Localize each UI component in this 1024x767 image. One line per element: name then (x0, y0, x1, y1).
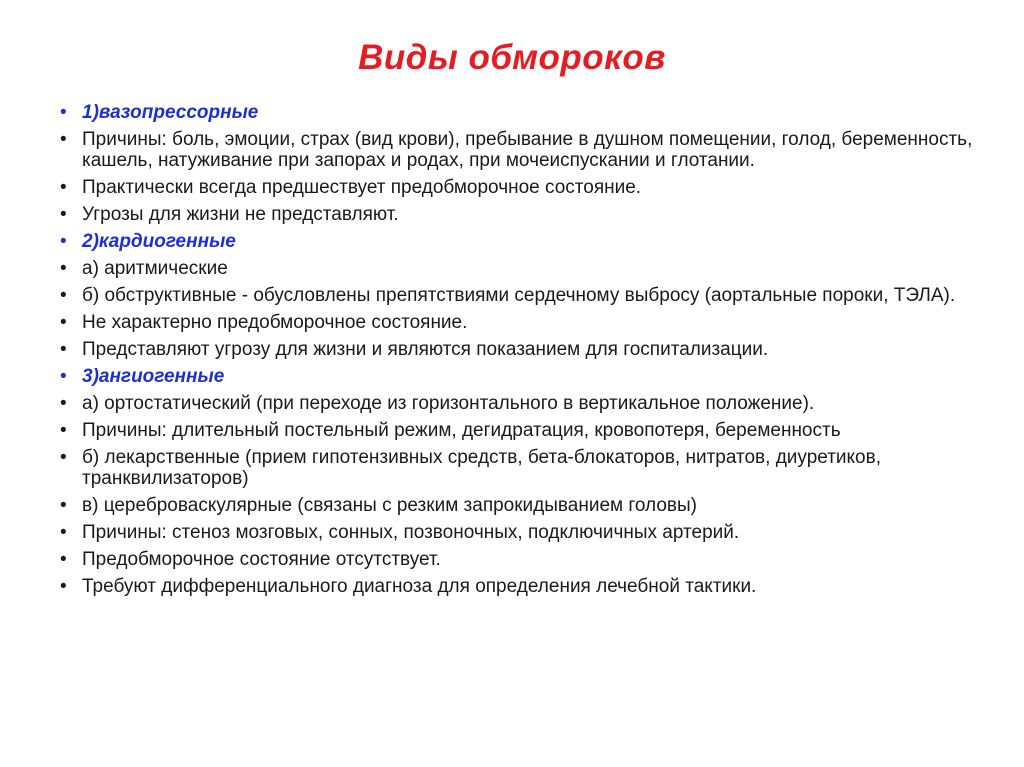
bullet-icon: • (60, 393, 67, 414)
section-heading: 3)ангиогенные (82, 366, 225, 387)
list-item (60, 129, 980, 171)
bullet-icon: • (60, 339, 67, 360)
list-item-text: Не характерно предобморочное состояние. (82, 312, 468, 333)
bullet-icon: • (60, 258, 67, 279)
list-item-text: Угрозы для жизни не представляют. (82, 204, 399, 225)
list-item-text: а) аритмические (82, 258, 228, 279)
list-item (60, 258, 980, 279)
list-item (60, 339, 980, 360)
list-item-text: Причины: стеноз мозговых, сонных, позвоночных, подключичных артерий. (82, 522, 740, 543)
bullet-list (60, 102, 980, 603)
list-item (60, 231, 980, 252)
bullet-icon: • (60, 495, 67, 516)
list-item (60, 576, 980, 597)
list-item (60, 285, 980, 306)
bullet-icon: • (60, 204, 67, 225)
list-item (60, 447, 980, 489)
list-item (60, 102, 980, 123)
list-item-text: Требуют дифференциального диагноза для определения лечебной тактики. (82, 576, 757, 597)
bullet-icon: • (60, 366, 67, 387)
list-item (60, 522, 980, 543)
bullet-icon: • (60, 129, 67, 150)
list-item-text: Предобморочное состояние отсутствует. (82, 549, 441, 570)
list-item-text: Причины: длительный постельный режим, дегидратация, кровопотеря, беременность (82, 420, 841, 441)
list-item (60, 549, 980, 570)
section-heading: 2)кардиогенные (82, 231, 236, 252)
bullet-icon: • (60, 549, 67, 570)
bullet-icon: • (60, 420, 67, 441)
list-item-text: Практически всегда предшествует предобморочное состояние. (82, 177, 642, 198)
list-item (60, 177, 980, 198)
list-item (60, 366, 980, 387)
bullet-icon: • (60, 447, 67, 468)
list-item-text: а) ортостатический (при переходе из горизонтального в вертикальное положение). (82, 393, 815, 414)
list-item-text: б) обструктивные - обусловлены препятствиями сердечному выбросу (аортальные пороки, ТЭЛА). (82, 285, 956, 306)
bullet-icon: • (60, 102, 67, 123)
slide-title: Виды обмороков (358, 38, 666, 77)
bullet-icon: • (60, 231, 67, 252)
bullet-icon: • (60, 576, 67, 597)
list-item (60, 495, 980, 516)
bullet-icon: • (60, 312, 67, 333)
bullet-icon: • (60, 285, 67, 306)
list-item (60, 420, 980, 441)
list-item-text: б) лекарственные (прием гипотензивных средств, бета-блокаторов, нитратов, диуретиков, транквилизаторов) (82, 447, 881, 489)
bullet-icon: • (60, 522, 67, 543)
list-item (60, 393, 980, 414)
list-item (60, 312, 980, 333)
list-item-text: Причины: боль, эмоции, страх (вид крови), пребывание в душном помещении, голод, беременность, кашель, натуживание при запорах и родах, при мочеиспускании и глотании. (82, 129, 973, 171)
section-heading: 1)вазопрессорные (82, 102, 259, 123)
list-item-text: в) цереброваскулярные (связаны с резким запрокидыванием головы) (82, 495, 697, 516)
list-item (60, 204, 980, 225)
bullet-icon: • (60, 177, 67, 198)
list-item-text: Представляют угрозу для жизни и являются показанием для госпитализации. (82, 339, 769, 360)
